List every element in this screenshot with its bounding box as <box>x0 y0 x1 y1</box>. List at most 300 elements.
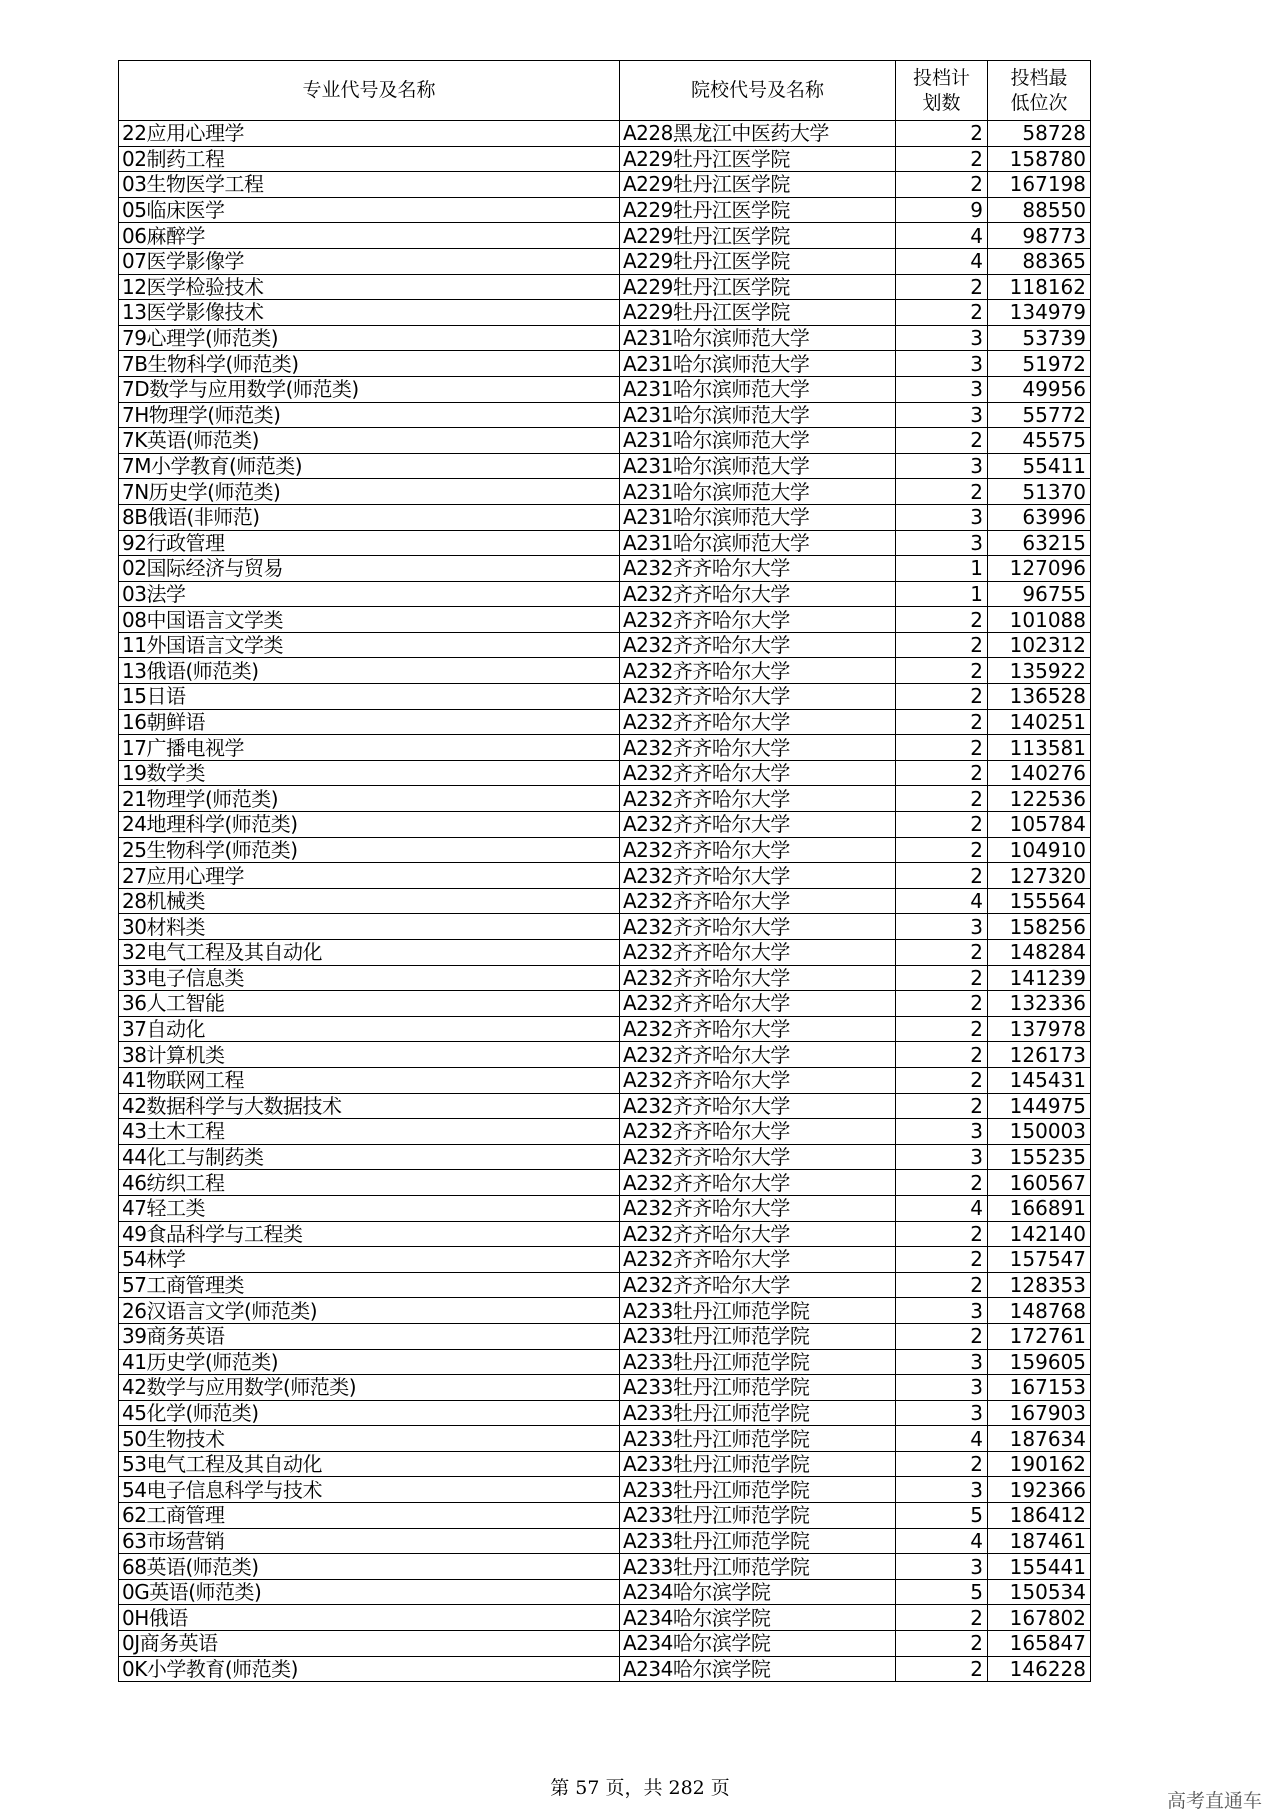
cell-plan-count: 2 <box>896 172 988 198</box>
cell-min-rank: 142140 <box>988 1221 1091 1247</box>
cell-plan-count: 2 <box>896 146 988 172</box>
cell-plan-count: 2 <box>896 121 988 147</box>
cell-school: A233牡丹江师范学院 <box>620 1375 896 1401</box>
cell-plan-count: 2 <box>896 658 988 684</box>
cell-major: 79心理学(师范类) <box>119 325 620 351</box>
cell-school: A232齐齐哈尔大学 <box>620 581 896 607</box>
cell-min-rank: 104910 <box>988 837 1091 863</box>
table-row <box>119 863 1091 889</box>
cell-major: 63市场营销 <box>119 1528 620 1554</box>
table-row <box>119 376 1091 402</box>
cell-school: A232齐齐哈尔大学 <box>620 1067 896 1093</box>
cell-major: 24地理科学(师范类) <box>119 812 620 838</box>
cell-major: 05临床医学 <box>119 197 620 223</box>
cell-school: A229牡丹江医学院 <box>620 223 896 249</box>
cell-school: A232齐齐哈尔大学 <box>620 684 896 710</box>
cell-major: 42数据科学与大数据技术 <box>119 1093 620 1119</box>
cell-plan-count: 4 <box>896 223 988 249</box>
cell-min-rank: 165847 <box>988 1631 1091 1657</box>
table-row <box>119 1554 1091 1580</box>
cell-plan-count: 2 <box>896 1221 988 1247</box>
cell-plan-count: 2 <box>896 300 988 326</box>
cell-min-rank: 150003 <box>988 1119 1091 1145</box>
cell-min-rank: 63996 <box>988 504 1091 530</box>
table-row <box>119 735 1091 761</box>
cell-school: A231哈尔滨师范大学 <box>620 504 896 530</box>
cell-school: A232齐齐哈尔大学 <box>620 940 896 966</box>
cell-min-rank: 51972 <box>988 351 1091 377</box>
cell-min-rank: 145431 <box>988 1067 1091 1093</box>
table-row <box>119 556 1091 582</box>
cell-min-rank: 55772 <box>988 402 1091 428</box>
cell-plan-count: 2 <box>896 735 988 761</box>
cell-plan-count: 2 <box>896 607 988 633</box>
cell-major: 8B俄语(非师范) <box>119 504 620 530</box>
table-row <box>119 274 1091 300</box>
cell-school: A232齐齐哈尔大学 <box>620 556 896 582</box>
cell-major: 16朝鲜语 <box>119 709 620 735</box>
cell-major: 02制药工程 <box>119 146 620 172</box>
cell-min-rank: 146228 <box>988 1656 1091 1682</box>
cell-major: 22应用心理学 <box>119 121 620 147</box>
cell-school: A234哈尔滨学院 <box>620 1631 896 1657</box>
cell-major: 50生物技术 <box>119 1426 620 1452</box>
cell-plan-count: 4 <box>896 248 988 274</box>
table-row <box>119 325 1091 351</box>
table-row <box>119 146 1091 172</box>
table-row <box>119 1247 1091 1273</box>
cell-school: A233牡丹江师范学院 <box>620 1554 896 1580</box>
cell-plan-count: 3 <box>896 325 988 351</box>
table-row <box>119 812 1091 838</box>
cell-school: A232齐齐哈尔大学 <box>620 1119 896 1145</box>
cell-plan-count: 3 <box>896 504 988 530</box>
table-row <box>119 197 1091 223</box>
cell-plan-count: 2 <box>896 428 988 454</box>
cell-plan-count: 2 <box>896 786 988 812</box>
cell-school: A233牡丹江师范学院 <box>620 1477 896 1503</box>
cell-school: A232齐齐哈尔大学 <box>620 735 896 761</box>
cell-min-rank: 132336 <box>988 991 1091 1017</box>
table-row <box>119 837 1091 863</box>
cell-plan-count: 3 <box>896 1400 988 1426</box>
cell-school: A233牡丹江师范学院 <box>620 1349 896 1375</box>
cell-major: 0H俄语 <box>119 1605 620 1631</box>
table-row <box>119 121 1091 147</box>
cell-plan-count: 2 <box>896 709 988 735</box>
cell-min-rank: 96755 <box>988 581 1091 607</box>
table-row <box>119 172 1091 198</box>
cell-major: 36人工智能 <box>119 991 620 1017</box>
cell-school: A232齐齐哈尔大学 <box>620 991 896 1017</box>
cell-major: 46纺织工程 <box>119 1170 620 1196</box>
cell-school: A231哈尔滨师范大学 <box>620 325 896 351</box>
cell-school: A229牡丹江医学院 <box>620 197 896 223</box>
cell-min-rank: 51370 <box>988 479 1091 505</box>
cell-min-rank: 135922 <box>988 658 1091 684</box>
cell-plan-count: 3 <box>896 1554 988 1580</box>
cell-major: 26汉语言文学(师范类) <box>119 1298 620 1324</box>
table-row <box>119 248 1091 274</box>
cell-min-rank: 58728 <box>988 121 1091 147</box>
cell-min-rank: 172761 <box>988 1323 1091 1349</box>
cell-plan-count: 3 <box>896 453 988 479</box>
table-row <box>119 1349 1091 1375</box>
cell-min-rank: 158780 <box>988 146 1091 172</box>
cell-major: 41物联网工程 <box>119 1067 620 1093</box>
table-row <box>119 581 1091 607</box>
table-row <box>119 1477 1091 1503</box>
cell-major: 27应用心理学 <box>119 863 620 889</box>
cell-school: A232齐齐哈尔大学 <box>620 607 896 633</box>
cell-school: A233牡丹江师范学院 <box>620 1426 896 1452</box>
cell-school: A232齐齐哈尔大学 <box>620 914 896 940</box>
cell-school: A231哈尔滨师范大学 <box>620 428 896 454</box>
cell-plan-count: 1 <box>896 581 988 607</box>
cell-school: A233牡丹江师范学院 <box>620 1451 896 1477</box>
cell-school: A229牡丹江医学院 <box>620 274 896 300</box>
cell-plan-count: 4 <box>896 1528 988 1554</box>
cell-min-rank: 136528 <box>988 684 1091 710</box>
table-row <box>119 1119 1091 1145</box>
cell-major: 49食品科学与工程类 <box>119 1221 620 1247</box>
cell-major: 02国际经济与贸易 <box>119 556 620 582</box>
table-row <box>119 940 1091 966</box>
cell-major: 13俄语(师范类) <box>119 658 620 684</box>
cell-major: 47轻工类 <box>119 1195 620 1221</box>
cell-min-rank: 113581 <box>988 735 1091 761</box>
cell-min-rank: 190162 <box>988 1451 1091 1477</box>
header-major: 专业代号及名称 <box>119 61 620 121</box>
table-row <box>119 1272 1091 1298</box>
cell-min-rank: 127096 <box>988 556 1091 582</box>
table-row <box>119 1656 1091 1682</box>
table-row <box>119 965 1091 991</box>
cell-major: 7H物理学(师范类) <box>119 402 620 428</box>
cell-plan-count: 2 <box>896 1093 988 1119</box>
table-row <box>119 504 1091 530</box>
table-row <box>119 1426 1091 1452</box>
cell-min-rank: 167153 <box>988 1375 1091 1401</box>
table-body <box>119 121 1091 1682</box>
table-row <box>119 888 1091 914</box>
cell-major: 54林学 <box>119 1247 620 1273</box>
cell-plan-count: 5 <box>896 1579 988 1605</box>
cell-plan-count: 2 <box>896 1170 988 1196</box>
cell-min-rank: 167802 <box>988 1605 1091 1631</box>
table-row <box>119 453 1091 479</box>
table-row <box>119 1375 1091 1401</box>
cell-plan-count: 2 <box>896 1067 988 1093</box>
cell-plan-count: 2 <box>896 632 988 658</box>
cell-min-rank: 155441 <box>988 1554 1091 1580</box>
cell-min-rank: 53739 <box>988 325 1091 351</box>
cell-major: 07医学影像学 <box>119 248 620 274</box>
table-row <box>119 1528 1091 1554</box>
cell-min-rank: 55411 <box>988 453 1091 479</box>
cell-school: A231哈尔滨师范大学 <box>620 376 896 402</box>
cell-school: A232齐齐哈尔大学 <box>620 786 896 812</box>
cell-school: A233牡丹江师范学院 <box>620 1528 896 1554</box>
cell-plan-count: 3 <box>896 530 988 556</box>
table-row <box>119 1093 1091 1119</box>
cell-min-rank: 140276 <box>988 760 1091 786</box>
cell-plan-count: 4 <box>896 1426 988 1452</box>
table-row <box>119 1579 1091 1605</box>
table-row <box>119 351 1091 377</box>
cell-min-rank: 101088 <box>988 607 1091 633</box>
cell-school: A231哈尔滨师范大学 <box>620 453 896 479</box>
cell-min-rank: 49956 <box>988 376 1091 402</box>
cell-plan-count: 3 <box>896 1119 988 1145</box>
table-row <box>119 658 1091 684</box>
cell-plan-count: 3 <box>896 914 988 940</box>
cell-min-rank: 127320 <box>988 863 1091 889</box>
cell-major: 7M小学教育(师范类) <box>119 453 620 479</box>
cell-plan-count: 2 <box>896 1656 988 1682</box>
cell-plan-count: 3 <box>896 1477 988 1503</box>
cell-major: 42数学与应用数学(师范类) <box>119 1375 620 1401</box>
cell-major: 45化学(师范类) <box>119 1400 620 1426</box>
table-row <box>119 1400 1091 1426</box>
cell-plan-count: 9 <box>896 197 988 223</box>
cell-plan-count: 2 <box>896 760 988 786</box>
cell-plan-count: 1 <box>896 556 988 582</box>
cell-school: A232齐齐哈尔大学 <box>620 1170 896 1196</box>
table-row <box>119 1631 1091 1657</box>
cell-major: 44化工与制药类 <box>119 1144 620 1170</box>
cell-major: 53电气工程及其自动化 <box>119 1451 620 1477</box>
cell-plan-count: 2 <box>896 684 988 710</box>
cell-min-rank: 148768 <box>988 1298 1091 1324</box>
cell-min-rank: 134979 <box>988 300 1091 326</box>
cell-school: A234哈尔滨学院 <box>620 1605 896 1631</box>
cell-major: 7D数学与应用数学(师范类) <box>119 376 620 402</box>
cell-major: 57工商管理类 <box>119 1272 620 1298</box>
table-row <box>119 786 1091 812</box>
cell-min-rank: 45575 <box>988 428 1091 454</box>
cell-min-rank: 158256 <box>988 914 1091 940</box>
cell-major: 03法学 <box>119 581 620 607</box>
cell-plan-count: 3 <box>896 1298 988 1324</box>
cell-major: 92行政管理 <box>119 530 620 556</box>
table-row <box>119 428 1091 454</box>
cell-major: 25生物科学(师范类) <box>119 837 620 863</box>
table-row <box>119 1221 1091 1247</box>
cell-major: 08中国语言文学类 <box>119 607 620 633</box>
cell-school: A232齐齐哈尔大学 <box>620 1042 896 1068</box>
table-row <box>119 1298 1091 1324</box>
cell-plan-count: 2 <box>896 1605 988 1631</box>
cell-plan-count: 2 <box>896 274 988 300</box>
header-school: 院校代号及名称 <box>620 61 896 121</box>
cell-major: 54电子信息科学与技术 <box>119 1477 620 1503</box>
cell-min-rank: 137978 <box>988 1016 1091 1042</box>
cell-school: A233牡丹江师范学院 <box>620 1323 896 1349</box>
cell-plan-count: 2 <box>896 1016 988 1042</box>
cell-plan-count: 2 <box>896 940 988 966</box>
cell-school: A234哈尔滨学院 <box>620 1656 896 1682</box>
cell-major: 21物理学(师范类) <box>119 786 620 812</box>
header-min-rank: 投档最低位次 <box>988 61 1091 121</box>
cell-plan-count: 3 <box>896 1349 988 1375</box>
cell-major: 28机械类 <box>119 888 620 914</box>
cell-school: A231哈尔滨师范大学 <box>620 351 896 377</box>
cell-school: A232齐齐哈尔大学 <box>620 1016 896 1042</box>
table-row <box>119 709 1091 735</box>
cell-plan-count: 2 <box>896 812 988 838</box>
cell-major: 0K小学教育(师范类) <box>119 1656 620 1682</box>
cell-min-rank: 141239 <box>988 965 1091 991</box>
table-row <box>119 1016 1091 1042</box>
cell-major: 41历史学(师范类) <box>119 1349 620 1375</box>
cell-plan-count: 3 <box>896 1144 988 1170</box>
cell-school: A232齐齐哈尔大学 <box>620 1195 896 1221</box>
cell-school: A232齐齐哈尔大学 <box>620 888 896 914</box>
cell-min-rank: 118162 <box>988 274 1091 300</box>
cell-major: 30材料类 <box>119 914 620 940</box>
cell-plan-count: 3 <box>896 402 988 428</box>
cell-major: 15日语 <box>119 684 620 710</box>
table-row <box>119 760 1091 786</box>
table-row <box>119 1170 1091 1196</box>
table-row <box>119 530 1091 556</box>
cell-plan-count: 4 <box>896 1195 988 1221</box>
cell-school: A231哈尔滨师范大学 <box>620 402 896 428</box>
cell-major: 0J商务英语 <box>119 1631 620 1657</box>
cell-min-rank: 150534 <box>988 1579 1091 1605</box>
table-row <box>119 1323 1091 1349</box>
cell-min-rank: 167903 <box>988 1400 1091 1426</box>
cell-plan-count: 2 <box>896 1272 988 1298</box>
table-row <box>119 1451 1091 1477</box>
cell-min-rank: 88365 <box>988 248 1091 274</box>
cell-school: A232齐齐哈尔大学 <box>620 1272 896 1298</box>
cell-min-rank: 105784 <box>988 812 1091 838</box>
cell-min-rank: 187461 <box>988 1528 1091 1554</box>
cell-school: A234哈尔滨学院 <box>620 1579 896 1605</box>
table-row <box>119 1042 1091 1068</box>
cell-plan-count: 4 <box>896 888 988 914</box>
cell-school: A232齐齐哈尔大学 <box>620 760 896 786</box>
cell-min-rank: 186412 <box>988 1503 1091 1529</box>
cell-major: 32电气工程及其自动化 <box>119 940 620 966</box>
cell-plan-count: 2 <box>896 965 988 991</box>
cell-min-rank: 98773 <box>988 223 1091 249</box>
cell-min-rank: 122536 <box>988 786 1091 812</box>
cell-plan-count: 2 <box>896 479 988 505</box>
cell-plan-count: 2 <box>896 1042 988 1068</box>
cell-major: 7K英语(师范类) <box>119 428 620 454</box>
cell-major: 0G英语(师范类) <box>119 1579 620 1605</box>
table-row <box>119 300 1091 326</box>
table-row <box>119 607 1091 633</box>
cell-school: A231哈尔滨师范大学 <box>620 479 896 505</box>
cell-major: 39商务英语 <box>119 1323 620 1349</box>
table-row <box>119 1195 1091 1221</box>
table-row <box>119 914 1091 940</box>
cell-plan-count: 2 <box>896 837 988 863</box>
cell-school: A229牡丹江医学院 <box>620 248 896 274</box>
cell-min-rank: 128353 <box>988 1272 1091 1298</box>
cell-school: A232齐齐哈尔大学 <box>620 837 896 863</box>
cell-min-rank: 88550 <box>988 197 1091 223</box>
table-row <box>119 1605 1091 1631</box>
table-row <box>119 479 1091 505</box>
cell-school: A229牡丹江医学院 <box>620 172 896 198</box>
table-row <box>119 991 1091 1017</box>
cell-major: 7B生物科学(师范类) <box>119 351 620 377</box>
cell-plan-count: 2 <box>896 863 988 889</box>
cell-plan-count: 2 <box>896 1451 988 1477</box>
cell-plan-count: 5 <box>896 1503 988 1529</box>
cell-min-rank: 155564 <box>988 888 1091 914</box>
cell-min-rank: 140251 <box>988 709 1091 735</box>
cell-min-rank: 148284 <box>988 940 1091 966</box>
cell-school: A232齐齐哈尔大学 <box>620 1144 896 1170</box>
table-row <box>119 1067 1091 1093</box>
cell-major: 03生物医学工程 <box>119 172 620 198</box>
cell-min-rank: 192366 <box>988 1477 1091 1503</box>
cell-school: A233牡丹江师范学院 <box>620 1298 896 1324</box>
cell-school: A232齐齐哈尔大学 <box>620 1247 896 1273</box>
cell-major: 68英语(师范类) <box>119 1554 620 1580</box>
cell-plan-count: 2 <box>896 1247 988 1273</box>
cell-min-rank: 63215 <box>988 530 1091 556</box>
cell-school: A232齐齐哈尔大学 <box>620 632 896 658</box>
table-row <box>119 1144 1091 1170</box>
cell-school: A232齐齐哈尔大学 <box>620 812 896 838</box>
cell-plan-count: 2 <box>896 1631 988 1657</box>
watermark: 高考直通车 <box>1166 1790 1262 1812</box>
cell-plan-count: 3 <box>896 351 988 377</box>
cell-min-rank: 126173 <box>988 1042 1091 1068</box>
admission-table <box>118 60 1091 1682</box>
cell-min-rank: 155235 <box>988 1144 1091 1170</box>
cell-school: A233牡丹江师范学院 <box>620 1503 896 1529</box>
cell-school: A229牡丹江医学院 <box>620 146 896 172</box>
cell-school: A232齐齐哈尔大学 <box>620 863 896 889</box>
cell-plan-count: 3 <box>896 376 988 402</box>
header-plan-count: 投档计划数 <box>896 61 988 121</box>
cell-school: A232齐齐哈尔大学 <box>620 1093 896 1119</box>
cell-major: 7N历史学(师范类) <box>119 479 620 505</box>
cell-school: A232齐齐哈尔大学 <box>620 658 896 684</box>
cell-school: A232齐齐哈尔大学 <box>620 709 896 735</box>
table-row <box>119 1503 1091 1529</box>
cell-major: 43土木工程 <box>119 1119 620 1145</box>
cell-major: 12医学检验技术 <box>119 274 620 300</box>
cell-plan-count: 3 <box>896 1375 988 1401</box>
table-row <box>119 223 1091 249</box>
table-row <box>119 402 1091 428</box>
cell-major: 17广播电视学 <box>119 735 620 761</box>
page-footer: 第 57 页，共 282 页 <box>550 1777 730 1799</box>
cell-min-rank: 159605 <box>988 1349 1091 1375</box>
cell-school: A232齐齐哈尔大学 <box>620 965 896 991</box>
cell-school: A232齐齐哈尔大学 <box>620 1221 896 1247</box>
table-header-row <box>119 61 1091 121</box>
table-row <box>119 684 1091 710</box>
cell-major: 37自动化 <box>119 1016 620 1042</box>
cell-school: A228黑龙江中医药大学 <box>620 121 896 147</box>
cell-min-rank: 102312 <box>988 632 1091 658</box>
cell-min-rank: 160567 <box>988 1170 1091 1196</box>
cell-major: 62工商管理 <box>119 1503 620 1529</box>
cell-min-rank: 166891 <box>988 1195 1091 1221</box>
cell-school: A231哈尔滨师范大学 <box>620 530 896 556</box>
cell-major: 11外国语言文学类 <box>119 632 620 658</box>
